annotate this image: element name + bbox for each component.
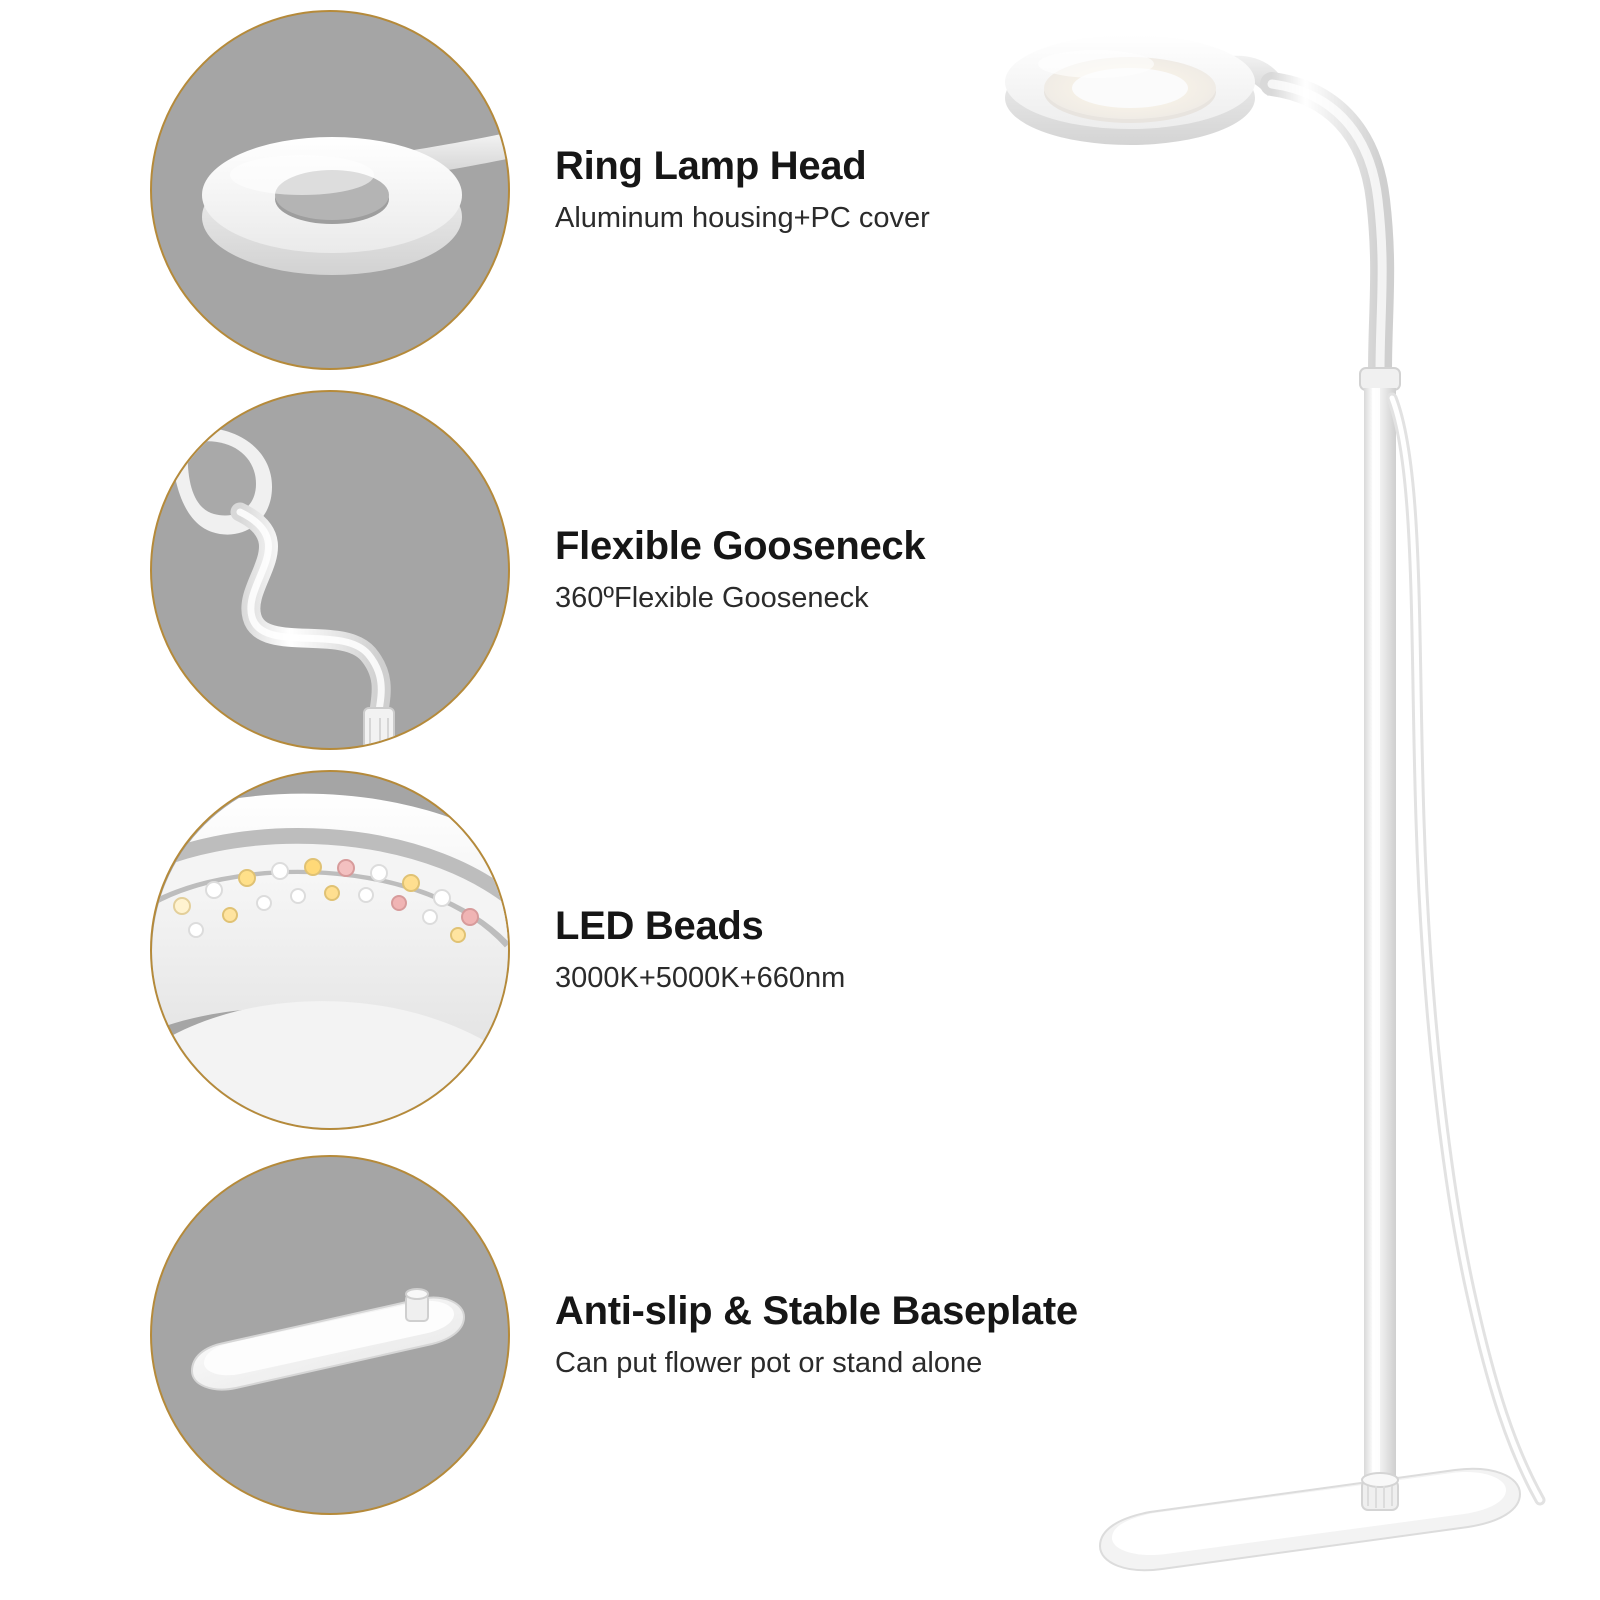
feature-title: Flexible Gooseneck [555, 524, 926, 569]
floor-lamp-illustration [1000, 0, 1600, 1600]
base-plate [1100, 1469, 1520, 1570]
ring-lamp-head-icon [150, 10, 510, 370]
feature-title: LED Beads [555, 904, 764, 949]
gooseneck [1272, 84, 1382, 372]
feature-title: Ring Lamp Head [555, 144, 867, 189]
feature-subtitle: Can put flower pot or stand alone [555, 1347, 983, 1379]
led-beads-icon [150, 770, 510, 1130]
feature-title: Anti-slip & Stable Baseplate [555, 1289, 1078, 1334]
feature-subtitle: 3000K+5000K+660nm [555, 962, 846, 994]
feature-subtitle: 360ºFlexible Gooseneck [555, 582, 869, 614]
baseplate-icon [150, 1155, 510, 1515]
flexible-gooseneck-icon [150, 390, 510, 750]
pole [1364, 388, 1396, 1510]
feature-subtitle: Aluminum housing+PC cover [555, 202, 930, 234]
power-cord [1392, 398, 1540, 1500]
ring-lamp-head [1005, 35, 1282, 145]
pole-joint [1360, 368, 1400, 390]
